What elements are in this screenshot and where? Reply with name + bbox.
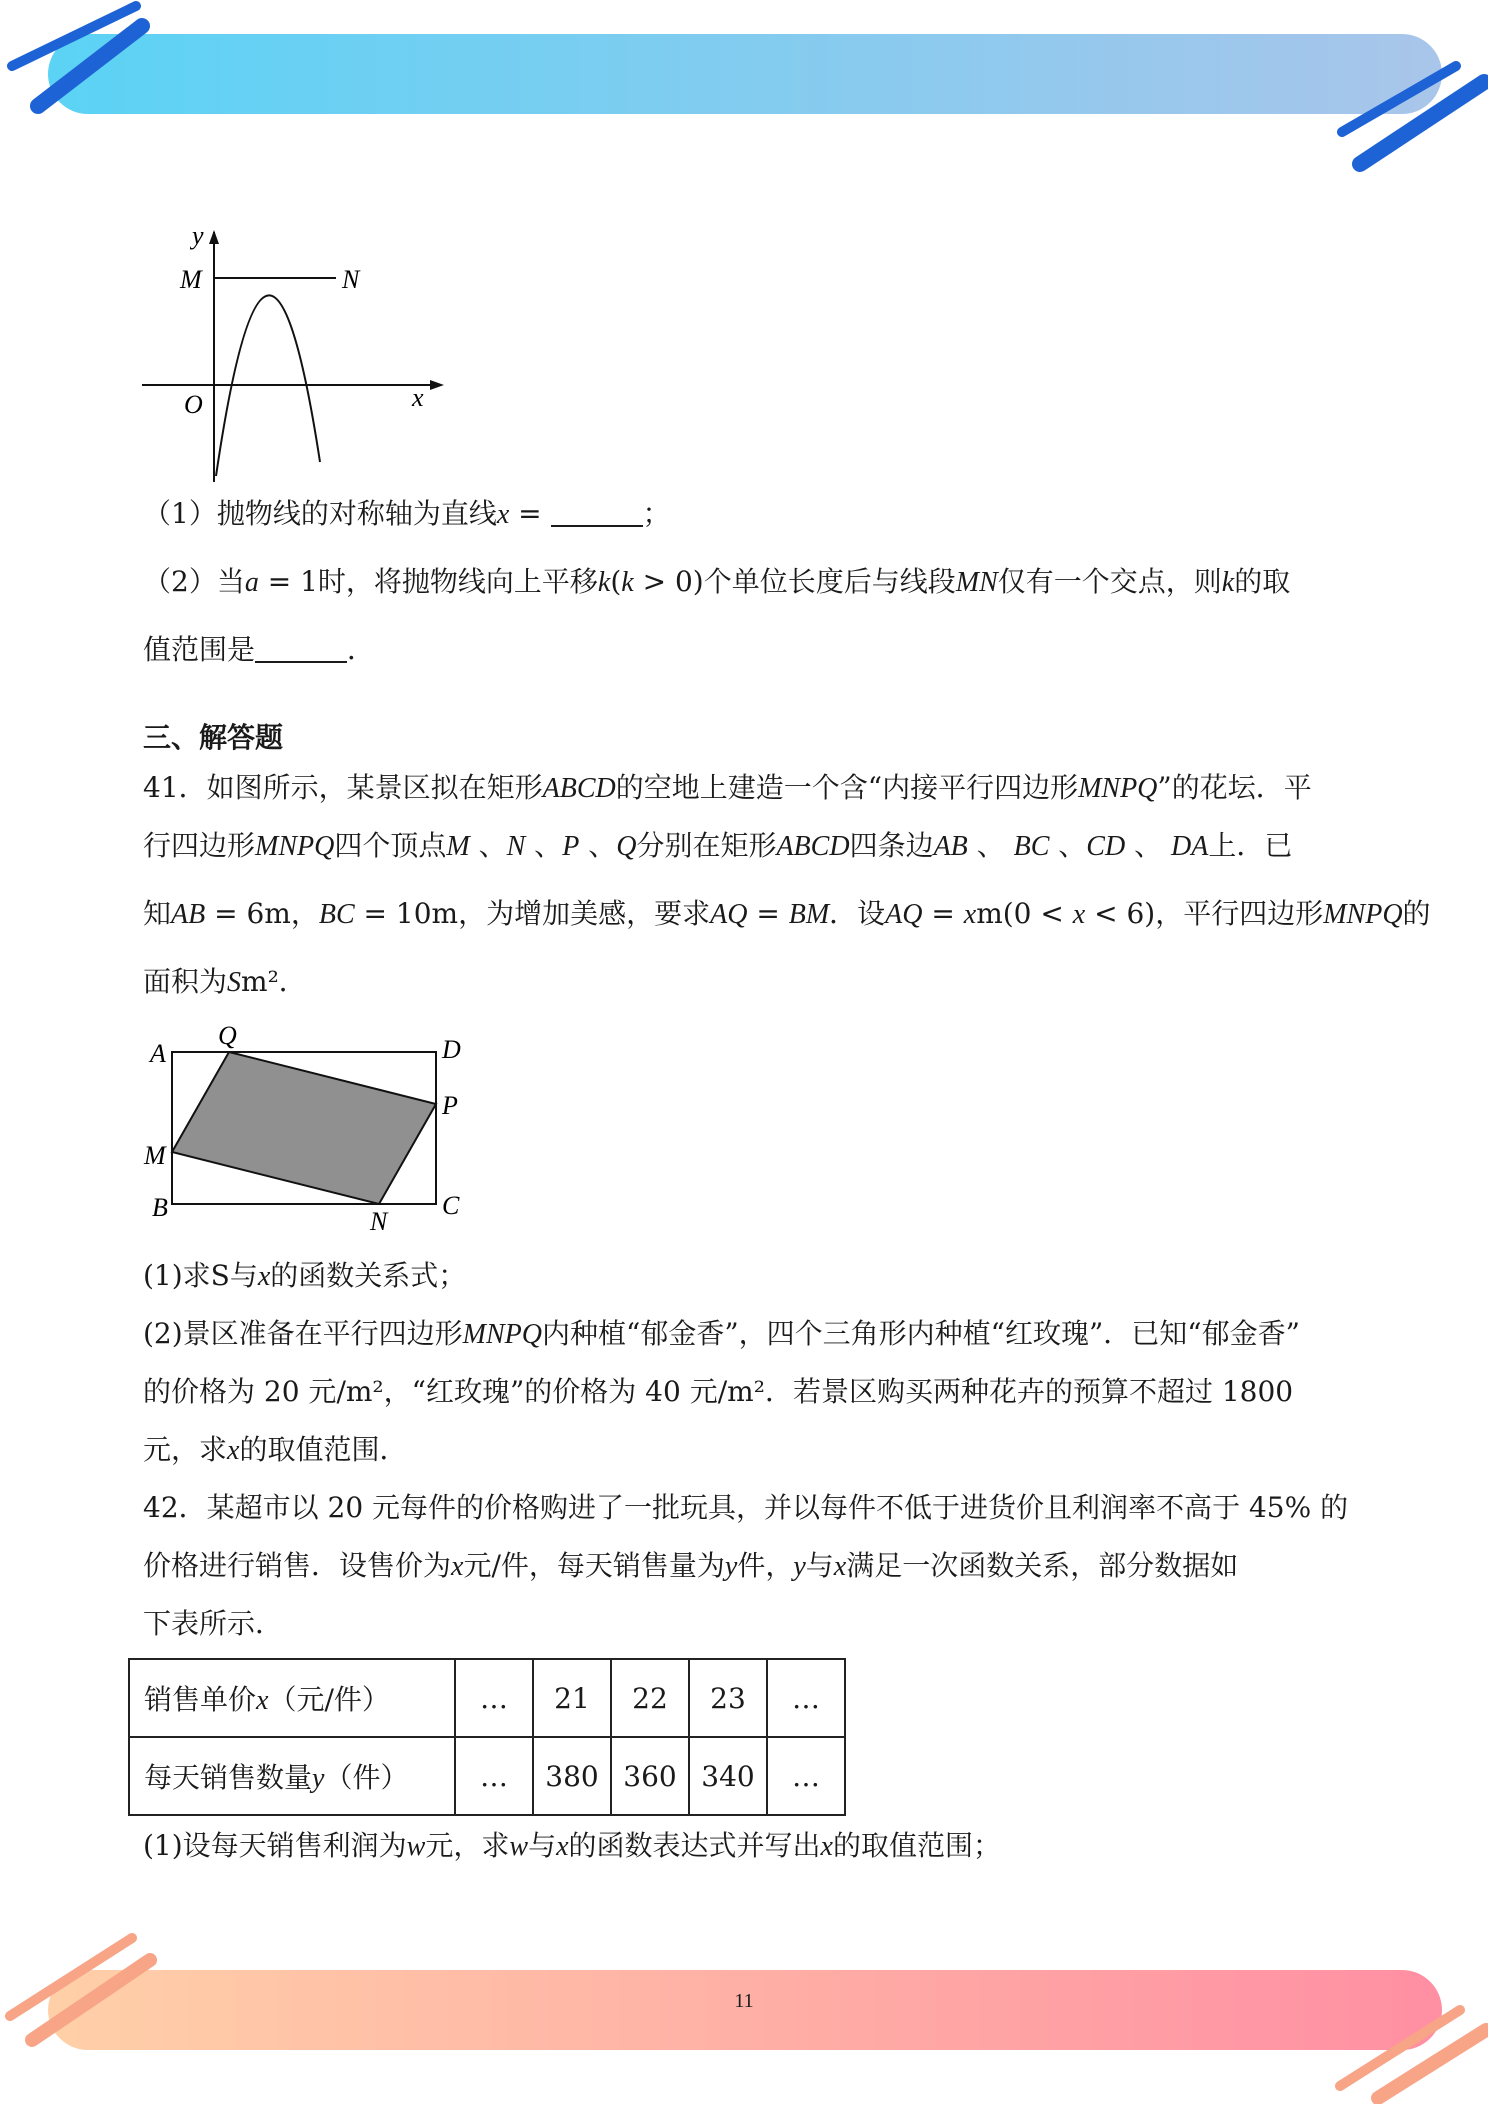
q42-sub1: (1)设每天销售利润为w元，求w与x的函数表达式并写出x的取值范围； xyxy=(143,1829,1001,1862)
q41-sub1: (1)求S与x的函数关系式； xyxy=(143,1259,467,1292)
section-title: 三、解答题 xyxy=(143,721,284,754)
q42-line2: 价格进行销售．设售价为x元/件，每天销售量为y件，y与x满足一次函数关系，部分数据如 xyxy=(143,1549,1239,1582)
label-d: D xyxy=(442,1035,461,1064)
label-x: x xyxy=(412,383,424,412)
q40-part2-line2: 值范围是 ． xyxy=(143,633,376,666)
table-cell: 22 xyxy=(611,1659,689,1737)
q40-part2: （2）当a = 1时，将抛物线向上平移k(k > 0)个单位长度后与线段MN仅有一个交点，则k的取 xyxy=(143,565,1291,598)
label-m: M xyxy=(144,1141,166,1170)
q41-line1: 41．如图所示，某景区拟在矩形ABCD的空地上建造一个含“内接平行四边形MNPQ”的花坛．平 xyxy=(143,771,1312,804)
label-n: N xyxy=(370,1207,388,1236)
label-n: N xyxy=(342,265,360,294)
table-cell: … xyxy=(767,1659,845,1737)
q40-part1: （1）抛物线的对称轴为直线x = ； xyxy=(143,497,671,530)
table-cell: … xyxy=(455,1737,533,1815)
label-p: P xyxy=(442,1091,458,1120)
table-row xyxy=(129,1737,845,1815)
table-cell: … xyxy=(455,1659,533,1737)
sales-table xyxy=(128,1658,846,1816)
table-header-cell: 销售单价x（元/件） xyxy=(129,1659,455,1737)
label-c: C xyxy=(442,1191,460,1220)
label-m: M xyxy=(180,265,202,294)
q42-line1: 42．某超市以 20 元每件的价格购进了一批玩具，并以每件不低于进货价且利润率不高于 45% 的 xyxy=(143,1491,1349,1524)
table-cell: 340 xyxy=(689,1737,767,1815)
q41-sub2-line2: 的价格为 20 元/m²，“红玫瑰”的价格为 40 元/m²．若景区购买两种花卉的预算不超过 1800 xyxy=(143,1375,1294,1408)
y-axis-arrow xyxy=(209,230,219,244)
table-header-cell: 每天销售数量y（件） xyxy=(129,1737,455,1815)
table-cell: 360 xyxy=(611,1737,689,1815)
label-o: O xyxy=(184,390,203,419)
table-cell: … xyxy=(767,1737,845,1815)
q41-line2: 行四边形MNPQ四个顶点M 、N 、P 、Q分别在矩形ABCD四条边AB 、 BC 、CD 、 DA上．已 xyxy=(143,829,1293,862)
label-a: A xyxy=(150,1039,166,1068)
table-cell: 21 xyxy=(533,1659,611,1737)
q41-sub2-line3: 元，求x的取值范围． xyxy=(143,1433,408,1466)
rectangle-figure xyxy=(140,1022,480,1238)
q41-line3: 知AB = 6m，BC = 10m，为增加美感，要求AQ = BM．设AQ = xm(0 < x < 6)，平行四边形MNPQ的 xyxy=(143,897,1431,930)
answer-blank xyxy=(255,635,347,663)
parabola-figure xyxy=(130,220,450,490)
label-b: B xyxy=(152,1193,168,1222)
header-band xyxy=(48,34,1442,114)
table-cell: 23 xyxy=(689,1659,767,1737)
table-row xyxy=(129,1659,845,1737)
x-axis-arrow xyxy=(430,380,444,390)
label-q: Q xyxy=(218,1022,237,1050)
q41-sub2-line1: (2)景区准备在平行四边形MNPQ内种植“郁金香”，四个三角形内种植“红玫瑰”．已知“郁金香” xyxy=(143,1317,1300,1350)
q41-line4: 面积为Sm²． xyxy=(143,965,307,998)
table-cell: 380 xyxy=(533,1737,611,1815)
page-number: 11 xyxy=(734,1990,754,2012)
label-y: y xyxy=(192,221,204,250)
parallelogram-mnpq xyxy=(172,1052,436,1204)
answer-blank xyxy=(551,499,643,527)
q42-line3: 下表所示． xyxy=(143,1607,284,1640)
